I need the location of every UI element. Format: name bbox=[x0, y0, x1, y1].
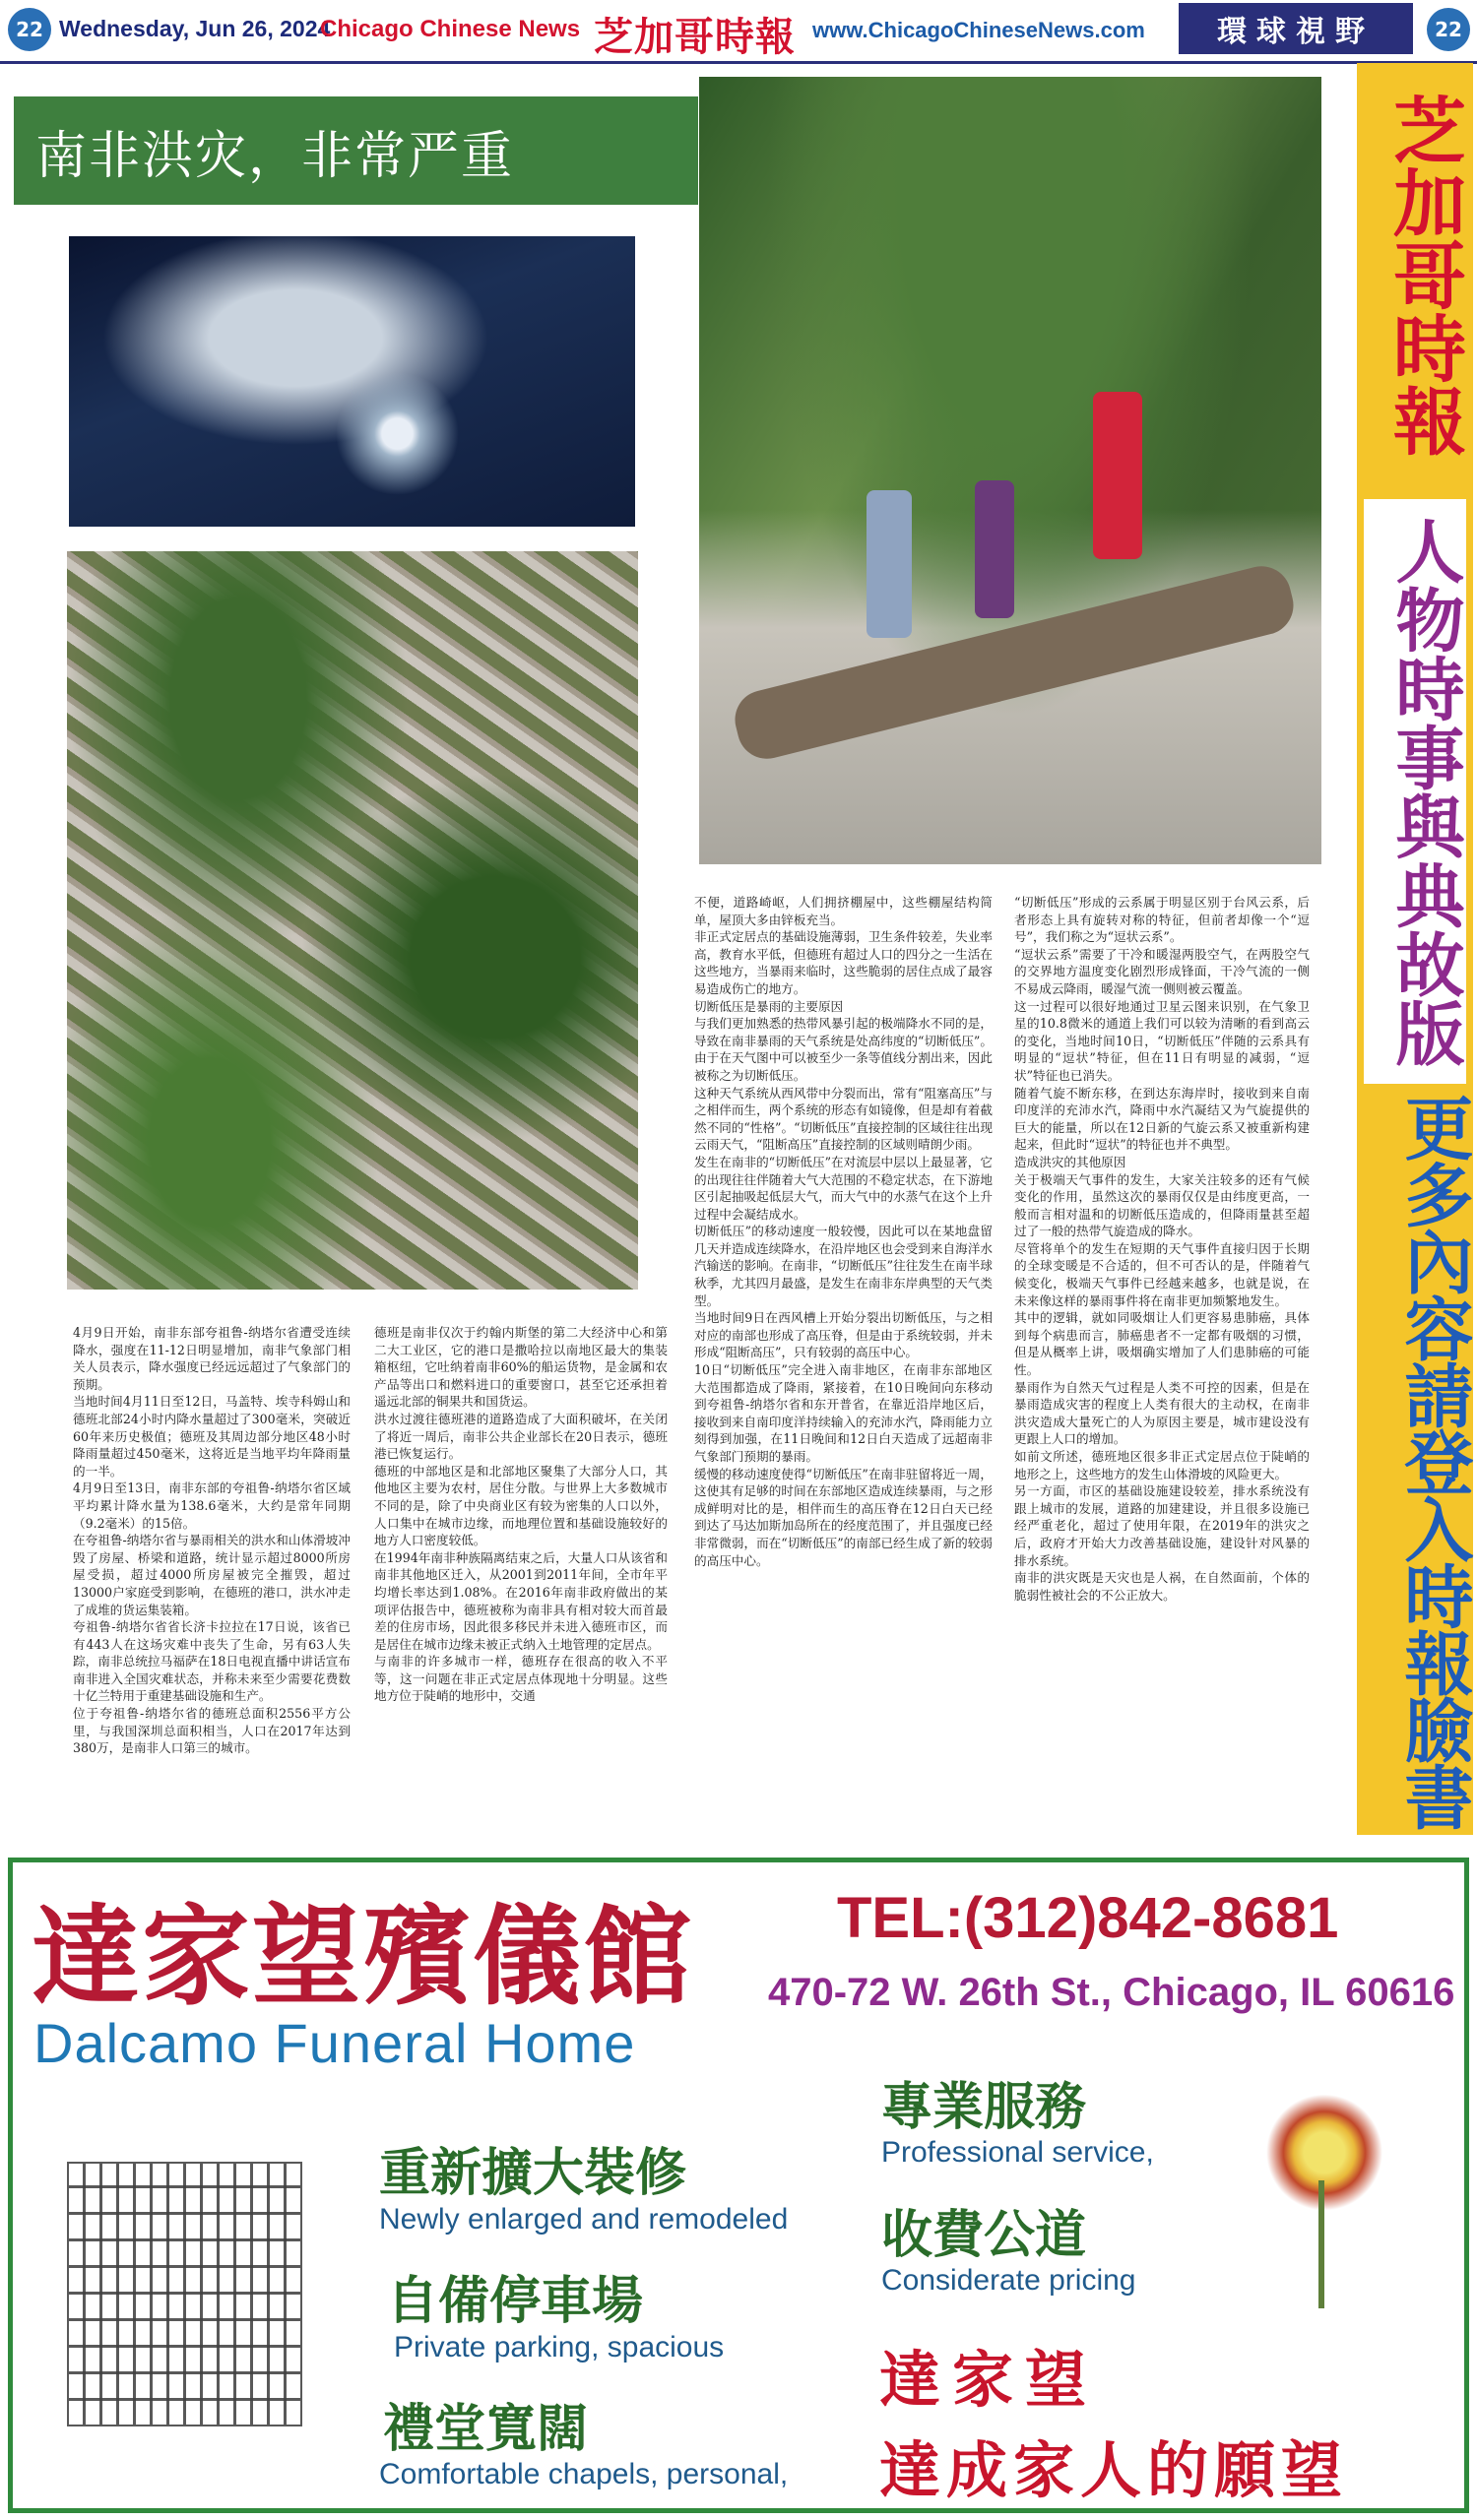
feature-2-cn: 自備停車場 bbox=[387, 2272, 644, 2331]
article-column-2: 德班是南非仅次于约翰内斯堡的第二大经济中心和第二大工业区，它的港口是撒哈拉以南地区最大的集装箱枢纽，它吐纳着南非60%的船运货物，是金属和农产品等出口和燃料进口的重要窗口，甚至它还承担着遥远北部的铜果共和国货运。 洪水过渡往德班港的道路造成了大面积破坏，在关闭了将近一周后，南非公共企业部长在20日表示，德班港已恢复运行。 德班的中部地区是和北部地区聚集了大部分人口，其他地区主要为农村，居住分散。与世界上大多数城市不同的是，除了中央商业区有较为密集的人口以外，人口集中在城市边缘，而地理位置和基础设施较好的地方人口密度较低。 在1994年南非种族隔离结束之后，大量人口从该省和南非其他地区迁入，从2001到2011年间，全市年平均增长率达到1.08%。在2016年南非政府做出的某项评估报告中，德班被称为南非具有相对较大而首最差的住房市场，因此很多移民并未进入德班市区，而是居住在城市边缘未被正式纳入土地管理的定居点。 与南非的许多城市一样，德班存在很高的收入不平等，这一问题在非正式定居点体现地十分明显。这些地方位于陡峭的地形中，交通 bbox=[374, 1325, 668, 1704]
flower-illustration bbox=[1255, 2092, 1393, 2308]
aerial-settlement-photo bbox=[67, 551, 638, 1290]
paper-name-en: Chicago Chinese News bbox=[320, 16, 581, 42]
ad-address: 470-72 W. 26th St., Chicago, IL 60616 bbox=[768, 1971, 1455, 2014]
page-number-badge: 22 bbox=[8, 8, 51, 51]
ad-name-en: Dalcamo Funeral Home bbox=[33, 2012, 636, 2074]
feature-2-en: Private parking, spacious bbox=[394, 2331, 725, 2363]
feature-1-cn: 重新擴大裝修 bbox=[379, 2144, 687, 2203]
building-sketch bbox=[67, 2162, 302, 2426]
pricing-cn: 收費公道 bbox=[881, 2206, 1087, 2265]
feature-3-cn: 禮堂寬闊 bbox=[383, 2400, 589, 2459]
issue-date: Wednesday, Jun 26, 2024 bbox=[59, 16, 331, 41]
side-banner[interactable] bbox=[1357, 63, 1473, 1835]
section-label: 環球視野 bbox=[1179, 3, 1413, 54]
feature-3-en: Comfortable chapels, personal, bbox=[379, 2458, 789, 2490]
feature-1-en: Newly enlarged and remodeled bbox=[379, 2203, 789, 2236]
ad-phone[interactable]: TEL:(312)842-8681 bbox=[837, 1886, 1339, 1950]
satellite-photo bbox=[69, 236, 635, 527]
article-column-1: 4月9日开始，南非东部夸祖鲁-纳塔尔省遭受连续降水，强度在11-12日明显增加，南非气象部门相关人员表示，降水强度已经远远超过了气象部门的预期。 当地时间4月11日至12日，马盖特、埃寺科姆山和德班北部24小时内降水量超过了300毫米，突破近60年来历史极值；德班及其周边部分地区48小时降雨量超过450毫米，这将近是当地平均年降雨量的一半。 4月9日至13日，南非东部的夸祖鲁-纳塔尔省区域平均累计降水量为138.6毫米，大约是常年同期（9.2毫米）的15倍。 在夸祖鲁-纳塔尔省与暴雨相关的洪水和山体滑坡冲毁了房屋、桥梁和道路，统计显示超过8000所房屋受损，超过4000所房屋被完全摧毁，超过13000户家庭受到影响，在德班的港口，洪水冲走了成堆的货运集装箱。 夸祖鲁-纳塔尔省省长济卡拉拉在17日说，该省已有443人在这场灾难中丧失了生命，另有63人失踪，南非总统拉马福萨在18日电视直播中讲话宣布南非进入全国灾难状态，并称未来至少需要花费数十亿兰特用于重建基础设施和生产。 位于夸祖鲁-纳塔尔省的德班总面积2556平方公里，与我国深圳总面积相当，人口在2017年达到380万，是南非人口第三的城市。 bbox=[73, 1325, 351, 1756]
ad-name-cn: 達家望殯儀館 bbox=[32, 1893, 693, 2020]
service-en: Professional service, bbox=[881, 2136, 1154, 2169]
side-banner-section: 人物時事與典故版 bbox=[1361, 496, 1469, 1087]
page-number-badge-right: 22 bbox=[1427, 8, 1470, 51]
slogan-line-1: 達家望 bbox=[879, 2344, 1099, 2416]
side-banner-title: 芝加哥時報 bbox=[1381, 93, 1466, 457]
website-link[interactable]: www.ChicagoChineseNews.com bbox=[812, 18, 1145, 42]
article-column-4: “切断低压”形成的云系属于明显区别于台风云系，后者形态上具有旋转对称的特征，但前者却像一个“逗号”，我们称之为“逗状云系”。 “逗状云系”需要了干冷和暖湿两股空气，在两股空气的交界地方温度变化剧烈形成锋面，干冷气流的一侧不易成云降雨，暖湿气流一侧则被云覆盖。 这一过程可以很好地通过卫星云图来识别，在气象卫星的10.8微米的通道上我们可以较为清晰的看到高云的变化，当地时间10日，“切断低压”伴随的云系具有明显的“逗状”特征，但在11日有明显的减弱，“逗状”特征也已消失。 随着气旋不断东移，在到达东海岸时，接收到来自南印度洋的充沛水汽，降雨中水汽凝结又为气旋提供的巨大的能量，所以在12日新的气旋云系又被重新构建起来，但此时“逗状”的特征也并不典型。 造成洪灾的其他原因 关于极端天气事件的发生，大家关注较多的还有气候变化的作用，虽然这次的暴雨仅仅是由纬度更高，一般而言相对温和的切断低压造成的，但降雨量甚至超过了一般的热带气旋造成的降水。 尽管将单个的发生在短期的天气事件直接归因于长期的全球变暖是不合适的，但不可否认的是，伴随着气候变化，极端天气事件已经越来越多，也就是说，在未来像这样的暴雨事件将在南非更加频繁地发生。 其中的逻辑，就如同吸烟让人们更容易患肺癌，具体到每个病患而言，肺癌患者不一定都有吸烟的习惯，但是从概率上讲，吸烟确实增加了人们患肺癌的可能性。 暴雨作为自然天气过程是人类不可控的因素，但是在暴雨造成灾害的程度上人类有很大的主动权，在南非洪灾造成大量死亡的人为原因主要是，城市建设没有更跟上人口的增加。 如前文所述，德班地区很多非正式定居点位于陡峭的地形之上，这些地方的发生山体滑坡的风险更大。 另一方面，市区的基础设施建设较差，排水系统没有跟上城市的发展，道路的加建建设，并且很多设施已经严重老化，超过了使用年限，在2019年的洪灾之后，政府才开始大力改善基础设施，建设针对风暴的排水系统。 南非的洪灾既是天灾也是人祸，在自然面前，个体的脆弱性被社会的不公正放大。 bbox=[1014, 895, 1310, 1603]
side-banner-facebook-cta: 更多內容請登入時報臉書 bbox=[1393, 1093, 1474, 1829]
headline-box bbox=[14, 96, 698, 205]
article-column-3: 不便，道路崎岖，人们拥挤棚屋中，这些棚屋结构简单，屋顶大多由锌板充当。 非正式定居点的基础设施薄弱，卫生条件较差，失业率高，教育水平低，但德班有超过人口的四分之一生活在这些地方，当暴雨来临时，这些脆弱的居住点成了最容易造成伤亡的地方。 切断低压是暴雨的主要原因 与我们更加熟悉的热带风暴引起的极端降水不同的是，导致在南非暴雨的天气系统是处高纬度的“切断低压”。由于在天气图中可以被至少一条等值线分割出来，因此被称之为切断低压。 这种天气系统从西风带中分裂而出，常有“阻塞高压”与之相伴而生，两个系统的形态有如镜像，但是却有着截然不同的“性格”。“切断低压”直接控制的区域往往出现云雨天气，“阻断高压”直接控制的区域则晴朗少雨。 发生在南非的“切断低压”在对流层中层以上最显著，它的出现往往伴随着大气大范围的不稳定状态，在下游地区引起抽吸起低层大气，而大气中的水蒸气在这个上升过程中会凝结成水。 切断低压”的移动速度一般较慢，因此可以在某地盘留几天并造成连续降水，在沿岸地区也会受到来自海洋水汽输送的影响。在南非，“切断低压”往往发生在南半球秋季，尤其四月最盛，是发生在南非东岸典型的天气类型。 当地时间9日在西风槽上开始分裂出切断低压，与之相对应的南部也形成了高压脊，但是由于系统较弱，并未形成“阻断高压”，只有较弱的高压中心。 10日“切断低压”完全进入南非地区，在南非东部地区大范围都造成了降雨，紧接着，在10日晚间向东移动到夸祖鲁-纳塔尔省和东开普省，在靠近沿岸地区后，接收到来自南印度洋持续输入的充沛水汽，降雨能力立刻得到加强，在11日晚间和12日白天造成了远超南非气象部门预期的暴雨。 缓慢的移动速度使得“切断低压”在南非驻留将近一周，这使其有足够的时间在东部地区造成连续暴雨，与之形成鲜明对比的是，相伴而生的高压脊在12日白天已经到达了马达加斯加岛所在的经度范围了，并且强度已经非常微弱，而在“切断低压”的南部已经生成了新的较弱的高压中心。 bbox=[694, 895, 993, 1568]
pricing-en: Considerate pricing bbox=[881, 2264, 1136, 2297]
slogan-line-2: 達成家人的願望 bbox=[879, 2434, 1349, 2506]
flood-rescue-photo bbox=[699, 77, 1321, 864]
headline: 南非洪灾，非常严重 bbox=[35, 127, 515, 186]
paper-name-cn: 芝加哥時報 bbox=[594, 15, 796, 60]
service-cn: 專業服務 bbox=[881, 2078, 1087, 2137]
